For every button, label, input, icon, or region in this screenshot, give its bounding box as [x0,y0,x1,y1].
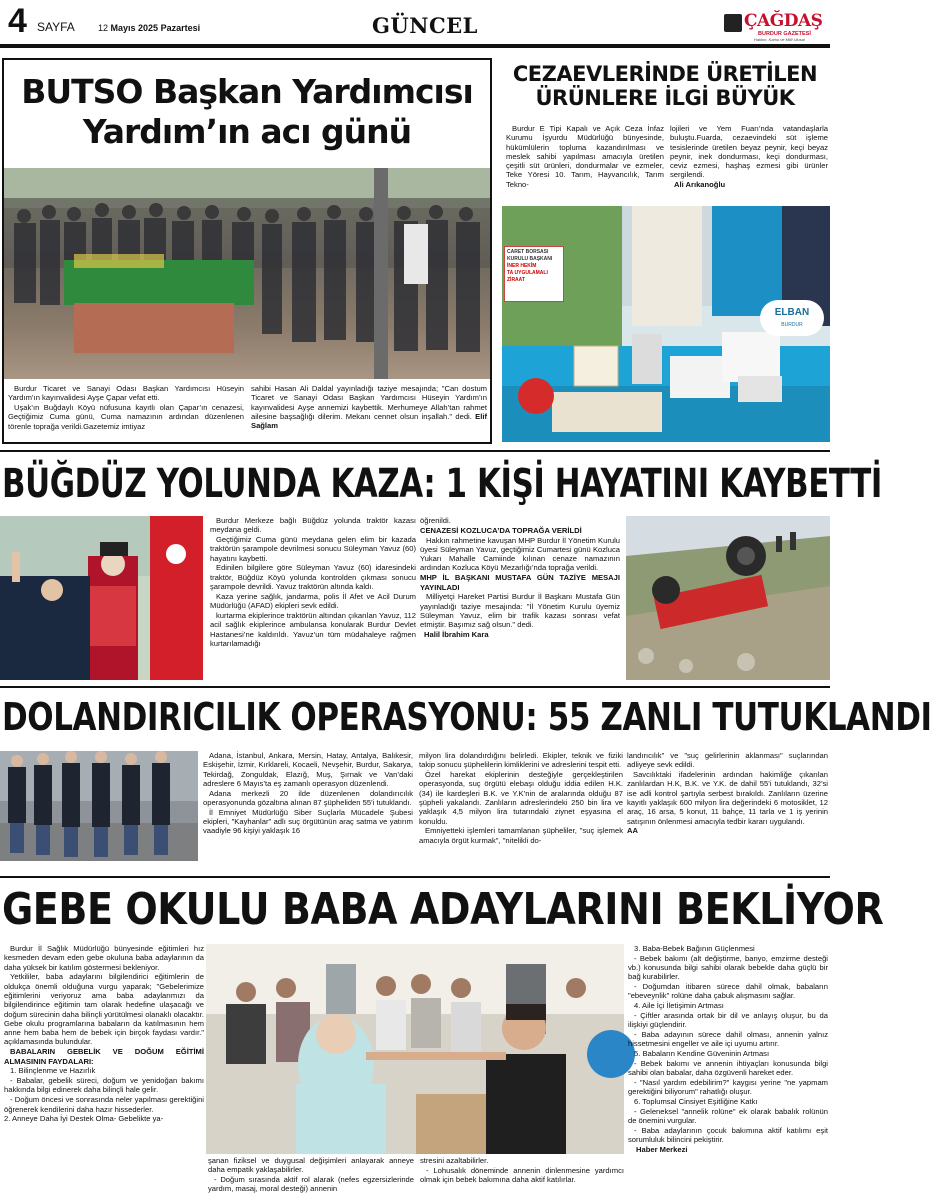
list-item: 2. Anneye Daha İyi Destek Olma- Gebelikte ya- [4,1114,164,1124]
date-day: 12 [98,23,109,33]
paragraph: Savcılıktaki ifadelerinin ardından hakimliğe çıkarılan zanlılardan H.K, B.K. ve Y.K. de dahil 55’i tutuklandı, 32’si ise adli kontrol şartıyla serbest bırakıldı. Zanlıların üzerine kayıtlı yaklaşık 600 milyon lira değerindeki 6 motosiklet, 12 araç, 16 arsa, 5 konut, 11 bahçe, 11 tarla ve 1 iş yerinin satışının önlenmesi amacıyla tedbir kararı uygulandı. [627,770,828,826]
article-title [4,72,490,152]
article-title [500,62,830,110]
paragraph: landırıcılık" ve "suç gelirlerinin aklanması" suçlarından adliyeye sevk edildi. [627,751,828,770]
paragraph: kurtarma ekiplerince traktörün altından çıkarılan Yavuz, 112 acil sağlık ekiplerince ambulansa konularak Burdur Devlet Hastanesi’ne kaldırıldı. Yavuz’un tüm müdahaleye rağmen kurtarılamadığı [210,610,416,648]
funeral-photo [4,168,490,379]
paragraph: Burdur İl Sağlık Müdürlüğü bünyesinde eğitimleri hız kesmeden devam eden gebe okuluna baba adaylarının da daha yüksek bir katılım göstermesi bekleniyor. [4,944,204,972]
paragraph: Burdur E Tipi Kapalı ve Açık Ceza İnfaz Kurumu İşyurdu Müdürlüğü bünyesinde, hükümlülerin topluma kazandırılması ve meslek sahibi yapılması amacıyla üretilen çeşitli süt ürünleri, dondurmalar ve ezmeler, Teke Yöresi 10. Tarım, Hayvancılık, Tarım Tekno- [506,124,664,189]
logo-emblem [724,14,742,32]
list-item: - "Nasıl yardım edebilirim?" kaygısı yerine "ne yapmam gerektiğini biliyorum" rahatlığı oluşur. [628,1078,828,1097]
article-cezaevleri [500,58,830,444]
paragraph-text: sahibi Hasan Ali Daldal yayınladığı taziye mesajında; "Can dostum Ticaret ve Sanayi Odası Başkan Yardımcısı Hüseyin Yardım’ın kayınvalidesi Ayşe annemizi kaybettik. Merhumeye Allah’tan rahmet ailesine başsağlığı dilerim. Mekanı cennet olsun inşallah." dedi. [251,384,487,421]
paragraph: Kaza yerine sağlık, jandarma, polis İl Afet ve Acil Durum Müdürlüğü (AFAD) ekipleri sevk edildi. [210,591,416,611]
byline: AA [627,826,638,836]
paragraph: Edinilen bilgilere göre Süleyman Yavuz (60) idaresindeki traktör, Büğdüz Köyü yolunda kontrolden çıkması sonucu şarampole devrildi. Yavuz traktörün altında kaldı. [210,563,416,592]
list-item: - Babalar, gebelik süreci, doğum ve yenidoğan bakımı hakkında bilgi edinerek daha bilinçli hale gelir. [4,1076,204,1095]
paragraph [251,384,487,430]
issue-date [98,22,200,34]
subheading: BABALARIN GEBELİK VE DOĞUM EĞİTİMİ ALMASININ FAYDALARI: [4,1047,204,1066]
article-body-col1 [4,944,204,1200]
list-item: - Doğum öncesi ve sonrasında neler yapılması gerektiğini öğrenerek kendilerini daha hazır hissederler. [4,1095,204,1114]
paragraph: lojileri ve Yem Fuarı’nda vatandaşlarla buluştu.Fuarda, cezaevindeki süt işleme tesislerinde üretilen beyaz peynir, keçi beyaz peynir, inek dondurması, keçi dondurması, ceviz ezmesi, haşhaş ezmesi gibi ürünler sergilendi. [670,124,828,180]
article-body-col4 [628,944,828,1200]
article-body-right [251,384,487,440]
page-label: SAYFA [37,20,75,34]
banner-line: TA UYGULAMALI ZİRAAT [507,270,548,283]
article-title: GEBE OKULU BABA ADAYLARINI BEKLİYOR [2,884,884,935]
subheading: MHP İL BAŞKANI MUSTAFA GÜN TAZİYE MESAJI YAYINLADI [420,573,620,592]
list-item: - Lohusalık döneminde annenin dinlenmesine yardımcı olmak için bebek bakımına daha aktif katılırlar. [420,1165,624,1185]
list-heading: 5. Babaların Kendine Güveninin Artması [634,1049,770,1059]
article-body-col2 [419,751,623,871]
newspaper-logo [724,12,828,42]
list-item: - Doğumdan itibaren sürece dahil olmak, babaların "ebeveynlik" rolüne daha çabuk alışmasını sağlar. [628,982,828,1001]
logo-sub-text: BURDUR GAZETESİ [758,31,811,37]
list-item: - Baba adayının sürece dahil olması, annenin yalnız hissetmesini engeller ve aile içi uyumu artırır. [628,1030,828,1049]
paragraph: Hakkın rahmetine kavuşan MHP Burdur İl Yönetim Kurulu üyesi Süleyman Yavuz, geçtiğimiz Cumartesi günü Kozluca Yukarı Mahalle Camiinde kılınan cenaze namazının ardından Kozluca Köyü Mezarlığı’nda toprağa verildi. [420,535,620,573]
paragraph: Adana merkezli 20 ilde düzenlenen dolandırıcılık operasyonunda gözaltına alınan 87 şüpheliden 55’i tutuklandı. [203,788,413,807]
article-title-wrap [2,694,932,746]
paragraph: Adana, İstanbul, Ankara, Mersin, Hatay, Antalya, Balıkesir, Eskişehir, İzmir, Kırklareli, Kocaeli, Nevşehir, Burdur, Sakarya, Tekirdağ, Zonguldak, Elazığ, Muş, Şırnak ve Van’daki adreslere 6 Mayıs’ta eş zamanlı operasyon düzenlendi. [203,751,413,788]
article-title-wrap [2,884,884,942]
ceremony-photo [0,516,203,680]
logo-main-text: ÇAĞDAŞ [744,11,823,31]
paragraph: Burdur Merkeze bağlı Büğdüz yolunda traktör kazası meydana geldi. [210,516,416,535]
date-month: Mayıs 2025 [110,23,159,33]
article-body-right [670,124,828,202]
paragraph: Milliyetçi Hareket Partisi Burdur İl Başkanı Mustafa Gün yayınladığı taziye mesajında: "İl Yönetim Kurulu üyemiz Süleyman Yavuz, elim bir trafik kazası sonrası vefat etmiştir. Başımız sağ olsun." dedi. [420,592,620,630]
paragraph: Özel harekat ekiplerinin desteğiyle gerçekleştirilen operasyonda, suç örgütü elebaşı olduğu iddia edilen H.K. (34) ile kardeşleri B.K. ve Y.K’nin de aralarında olduğu 87 şüpheli yakalandı. Zanlıların adreslerindeki 250 bin lira ve yaklaşık 4,5 milyon lira tutarındaki ziynet eşyasına el konuldu. [419,770,623,826]
banner-line: CARET BORSASI [507,249,549,255]
article-body-col1 [210,516,416,680]
page-number: 4 [8,2,27,40]
title-line-1: BUTSO Başkan Yardımcısı [21,72,473,111]
subheading: CENAZESİ KOZLUCA’DA TOPRAĞA VERİLDİ [420,525,582,535]
paragraph: Yetkililer, baba adaylarını bilgilendirici eğitimlerin de oldukça önemli olduğuna vurgu yaparak; "Gebelerimize eğitimlerini veriyoruz ama baba adaylarımızı da bilgilendirince eğitimin tam olarak hedefine ulaşacağı ve doğum sürecinin daha bilinçli yürütülmesi olanaklı olacaktır. Gebe okulu programlarına babaların da katılmasının hem anne hem baba hem de bebek için birçok faydası vardır." açıklamasında bulundular. [4,972,204,1047]
list-item: şanan fiziksel ve duygusal değişimleri anlayarak anneye daha empatik yaklaşabilirler. [208,1156,414,1175]
divider [0,450,830,452]
booth-sub: BURDUR [781,322,803,328]
article-title: DOLANDIRICILIK OPERASYONU: 55 ZANLI TUTUKLANDI [2,695,932,739]
paragraph: Burdur Ticaret ve Sanayi Odası Başkan Yardımcısı Hüseyin Yardım’ın kayınvalidesi Ayşe Çapar vefat etti. [8,384,244,403]
title-line-1: CEZAEVLERİNDE ÜRETİLEN [512,62,818,86]
paragraph: Geçtiğimiz Cuma günü meydana gelen elim bir kazada traktörün şarampole devrilmesi sonucu Süleyman Yavuz (60) hayatını kaybetti. [210,535,416,563]
pregnancy-class-photo [206,944,624,1154]
article-title: BÜĞDÜZ YOLUNDA KAZA: 1 KİŞİ HAYATINI KAYBETTİ [2,461,882,507]
list-item: - Bebek bakımı ve annenin ihtiyaçları konusunda bilgi sahibi olan babalar, daha özgüvenli hareket eder. [628,1059,828,1078]
list-item: - Doğum sırasında aktif rol alarak (nefes egzersizlerinde yardım, masaj, moral desteği) annenin [208,1175,414,1194]
list-item: - Bebek bakımı (alt değiştirme, banyo, emzirme desteği vb.) konusunda bilgi sahibi olarak bebekle daha güçlü bir bağ kurabilirler. [628,953,828,982]
paragraph: İl Emniyet Müdürlüğü Siber Suçlarla Mücadele Şubesi ekipleri, "Kayhanlar" adlı suç örgütünün araç satma ve yatırım vaadiyle 96 kişiyi yaklaşık 16 [203,807,413,836]
article-title-wrap [2,460,882,516]
title-line-2: ÜRÜNLERE İLGİ BÜYÜK [535,86,795,110]
article-body-left [8,384,244,440]
police-operation-photo [0,751,198,861]
article-dolandiricilik [0,688,932,876]
page-header [0,0,830,46]
article-gebe-okulu [0,878,884,1200]
booth-sign [760,300,824,336]
fair-booth-photo [502,206,830,442]
header-rule [0,44,830,48]
paragraph: Uşak’ın Buğdaylı Köyü nüfusuna kayıtlı olan Çapar’ın cenazesi, Geçtiğimiz Cuma günü, Cuma namazının ardından düzenlenen törenle toprağa verildi.Gazetemiz imtiyaz [8,403,244,431]
byline: Elif Sağlam [251,411,487,431]
list-heading: 6. Toplumsal Cinsiyet Eşitliğine Katkı [634,1097,758,1107]
article-bugduz [0,454,882,682]
article-body-col2 [420,516,620,680]
booth-name: ELBAN [774,307,810,318]
paragraph: öğrenildi. [420,516,451,525]
list-heading: 4. Aile İçi İletişimin Artması [634,1001,724,1011]
list-heading: 3. Baba-Bebek Bağının Güçlenmesi [634,944,755,953]
article-body-left [506,124,664,202]
title-line-2: Yardım’ın acı günü [82,112,412,151]
section-title: GÜNCEL [372,13,478,38]
article-body-col3 [627,751,828,871]
list-item: - Baba adaylarının çocuk bakımına aktif katılımı eşit sorumluluk bilincini pekiştirir. [628,1126,828,1145]
banner-line: İNER HEKİM [507,263,537,269]
paragraph: Emniyetteki işlemleri tamamlanan şüpheliler, "suç işlemek amacıyla örgüt kurmak", "nitelikli do- [419,826,623,845]
byline: Ali Arıkanoğlu [674,180,726,190]
paragraph: milyon lira dolandırdığını belirledi. Ekipler, teknik ve fiziki takip sonucu şüphelilerin kimliklerini ve adreslerini tespit etti. [419,751,623,770]
article-body-col2 [208,1156,414,1200]
banner-sign [504,246,564,302]
byline: Halil İbrahim Kara [424,630,489,640]
date-weekday: Pazartesi [160,23,201,33]
byline: Haber Merkezi [636,1145,688,1155]
list-item: - Çiftler arasında ortak bir dil ve anlayış oluşur, bu da ilişkiyi güçlendirir. [628,1011,828,1030]
article-butso [2,58,492,444]
banner-line: KURULU BAŞKANI [507,256,553,262]
list-item: - Geleneksel "annelik rolüne" ek olarak babalık rolünün de önemini vurgular. [628,1107,828,1126]
article-body-col3 [420,1156,624,1200]
logo-tagline: Hakkın, Kamu ve Milli Ulusal [754,37,805,42]
list-heading: 1. Bilinçlenme ve Hazırlık [10,1066,96,1076]
tractor-accident-photo [626,516,830,680]
article-body-col1 [203,751,413,871]
list-item: stresini azaltabilirler. [420,1156,489,1165]
